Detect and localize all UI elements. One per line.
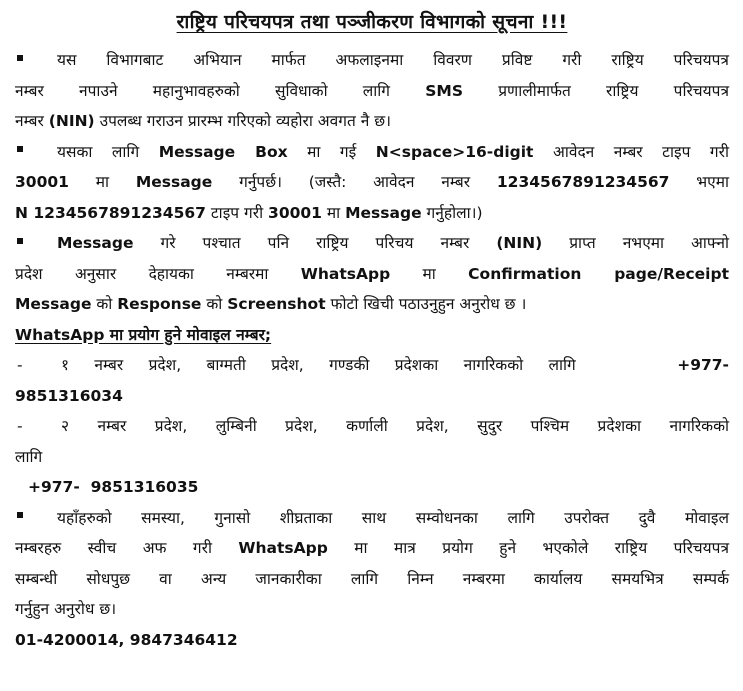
bullet-1 <box>15 45 57 76</box>
square-bullet-icon <box>17 512 23 518</box>
contact-numbers-line <box>15 625 729 656</box>
whatsapp-heading: WhatsApp मा प्रयोग हुने मोवाइल नम्बर; <box>15 325 272 344</box>
para4-line1: यहाँहरुको समस्या, गुनासो शीघ्रताका साथ सम्वोधनका लागि उपरोक्त दुवै मोवाइल <box>15 503 729 534</box>
dash-2: - <box>17 417 23 435</box>
entry1-line2 <box>15 381 729 412</box>
para1-line1: यस विभागबाट अभियान मार्फत अफलाइनमा विवरण प्रविष्ट गरी राष्ट्रिय परिचयपत्र <box>15 45 729 76</box>
bullet-2 <box>15 137 57 168</box>
para3-line2: प्रदेश अनुसार देहायका नम्बरमा WhatsApp मा Confirmation page/Receipt <box>15 264 729 283</box>
notice-title: राष्ट्रिय परिचयपत्र तथा पञ्जीकरण विभागको सूचना !!! <box>176 11 568 33</box>
para2-line2: 30001 मा Message गर्नुपर्छ। (जस्तै: आवेदन नम्बर 1234567891234567 भएमा <box>15 173 729 191</box>
para3-line3: Message को Response को Screenshot फोटो खिची पठाउनुहुन अनुरोध छ । <box>15 295 527 313</box>
para3-line1: Message गरे पश्चात पनि राष्ट्रिय परिचय नम्बर (NIN) प्राप्त नभएमा आफ्नो <box>15 228 729 259</box>
entry2-line3 <box>15 472 729 503</box>
para1-line3: नम्बर (NIN) उपलब्ध गराउन प्रारम्भ गरिएको व्यहोरा अवगत नै छ। <box>15 112 392 130</box>
para1-line2: नम्बर नपाउने महानुभावहरुको सुविधाको लागि SMS प्रणालीमार्फत राष्ट्रिय परिचयपत्र <box>15 81 729 100</box>
para4-line3: सम्बन्धी सोधपुछ वा अन्य जानकारीका लागि निम्न नम्बरमा कार्यालय समयभित्र सम्पर्क <box>15 569 729 588</box>
para2-line1: यसका लागि Message Box मा गई N<space>16-digit आवेदन नम्बर टाइप गरी <box>15 137 729 168</box>
para4-line2: नम्बरहरु स्वीच अफ गरी WhatsApp मा मात्र प्रयोग हुने भएकोले राष्ट्रिय परिचयपत्र <box>15 539 729 557</box>
whatsapp-number-2: +977- 9851316035 <box>28 478 199 496</box>
title-row <box>15 8 729 34</box>
para4-line4: गर्नुहुन अनुरोध छ। <box>15 600 117 618</box>
square-bullet-icon <box>17 55 23 61</box>
whatsapp-number-1: 9851316034 <box>15 386 123 405</box>
entry2-line2: लागि <box>15 447 43 466</box>
square-bullet-icon <box>17 238 23 244</box>
dash-1: - <box>17 356 23 374</box>
para2-line3: N 1234567891234567 टाइप गरी 30001 मा Message गर्नुहोला।) <box>15 203 483 222</box>
entry2-line1: - २ नम्बर प्रदेश, लुम्बिनी प्रदेश, कर्णाली प्रदेश, सुदुर पश्चिम प्रदेशका नागरिकको <box>15 411 729 442</box>
bullet-3 <box>15 228 57 259</box>
contact-numbers: 01-4200014, 9847346412 <box>15 630 238 649</box>
whatsapp-heading-line <box>15 320 729 351</box>
entry1-line1: - १ नम्बर प्रदेश, बाग्मती प्रदेश, गण्डकी प्रदेशका नागरिकको लागि +977- <box>15 350 729 381</box>
square-bullet-icon <box>17 146 23 152</box>
bullet-4 <box>15 503 57 534</box>
